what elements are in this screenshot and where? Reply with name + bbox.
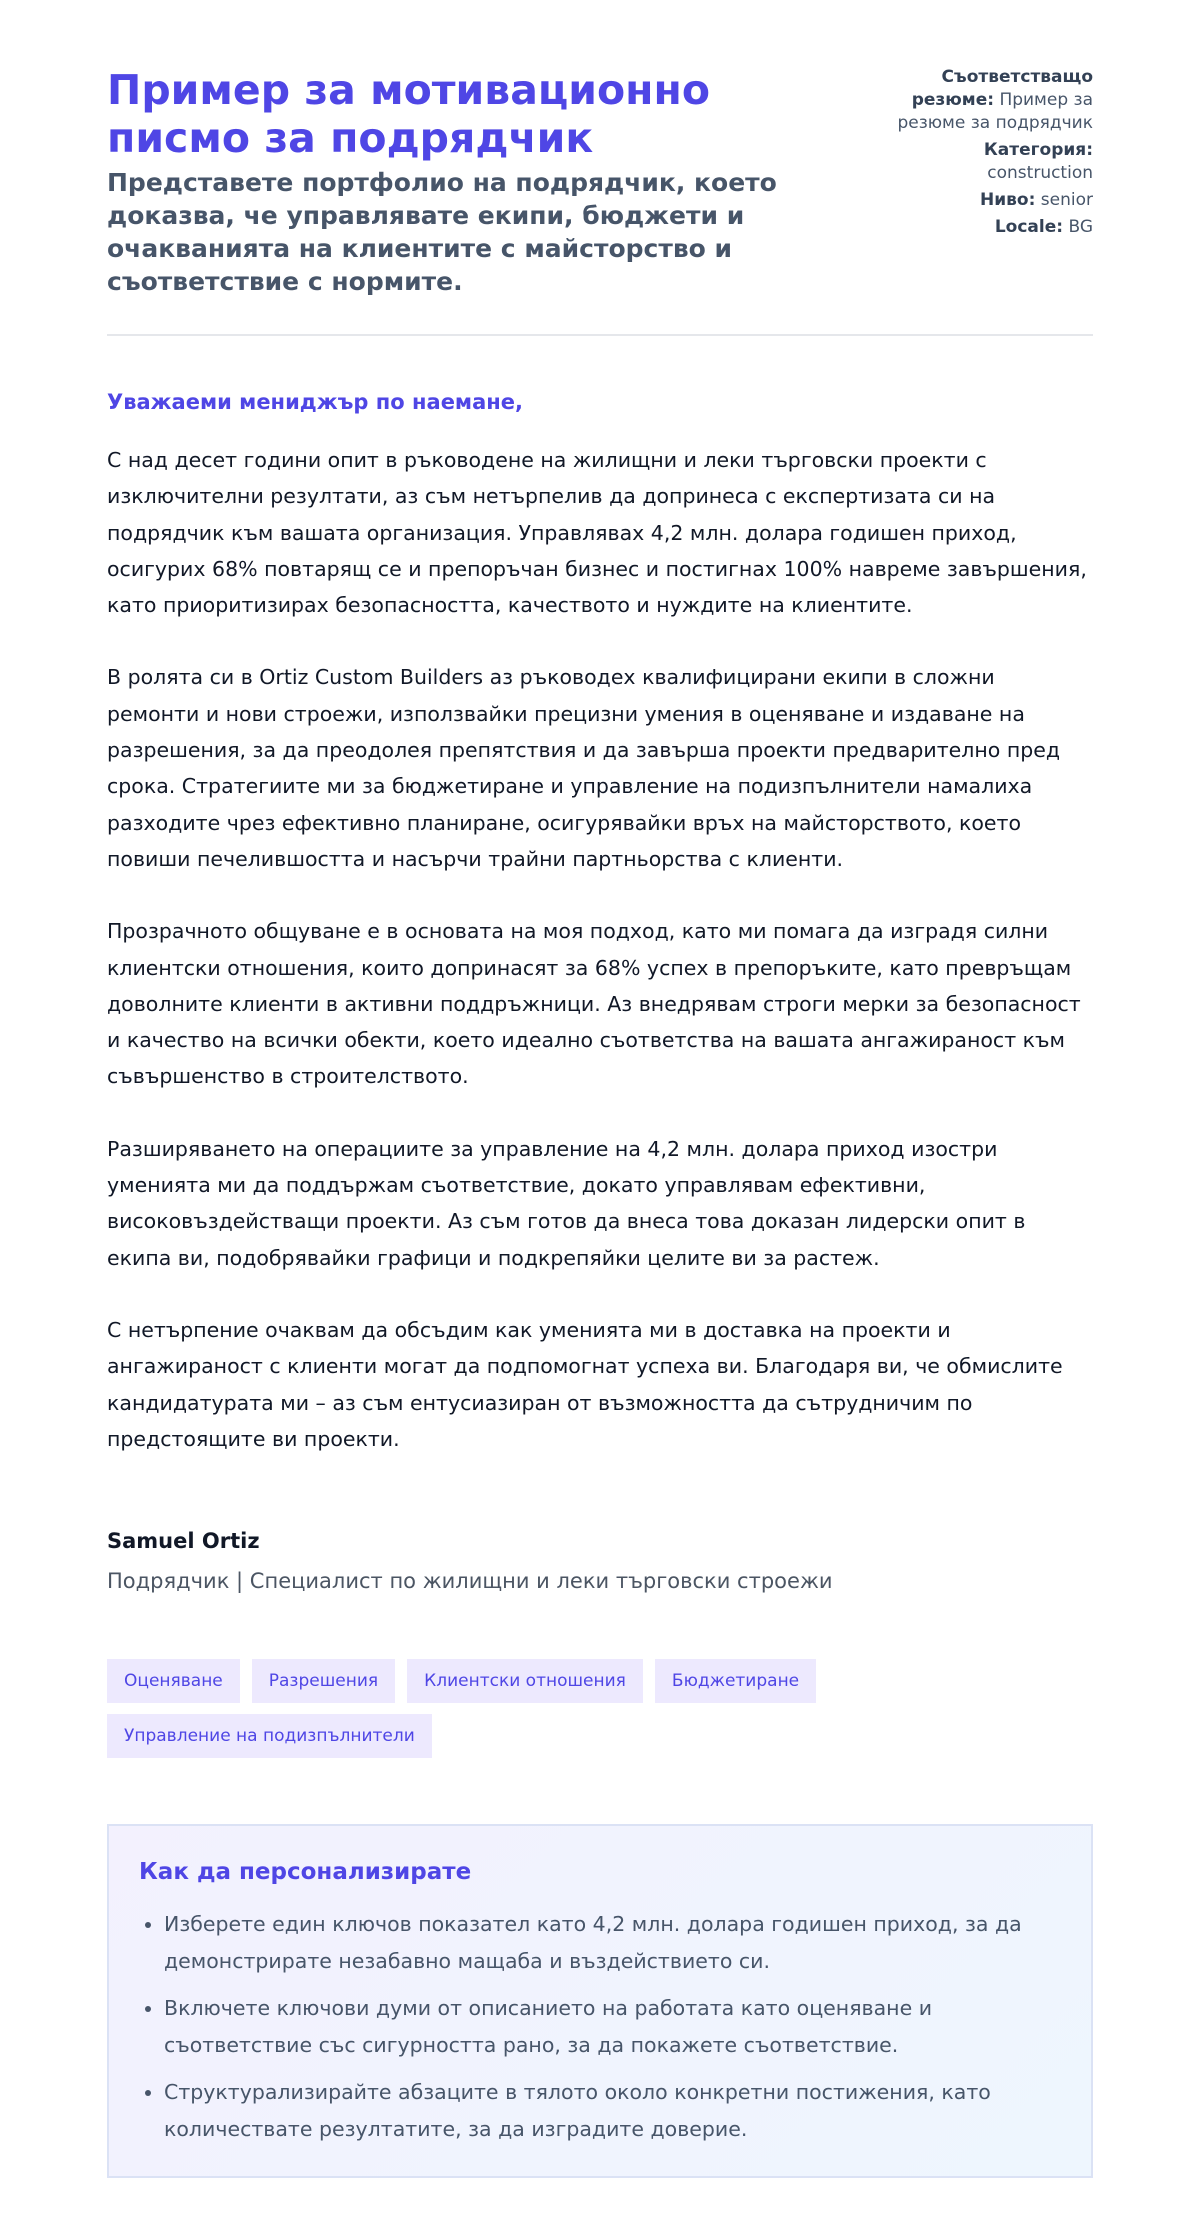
meta-panel [893,66,1093,298]
tips-list [139,1906,1061,2148]
paragraph: Прозрачното общуване е в основата на моя подход, като ми помага да изградя силни клиентски отношения, които допринасят за 68% успех в препоръките, като превръщам доволните клиенти в активни поддръжници. Аз внедрявам строги мерки за безопасност и качество на всички обекти, което идеално съответства на вашата ангажираност към съвършенство в строителството. [107,919,1081,1089]
tip-item: • Изберете един ключов показател като 4,2 млн. долара годишен приход, за да демонстрирате незабавно мащаба и въздействието си. [164,1906,1061,1980]
signature [107,1527,1093,1595]
paragraph: С нетърпение очаквам да обсъдим как уменията ми в доставка на проекти и ангажираност с клиенти могат да подпомогнат успеха ви. Благодаря ви, че обмислите кандидатурата ми – аз съм ентусиазиран от възможността да сътрудничим по предстоящите ви проекти. [107,1317,1063,1451]
greeting: Уважаеми мениджър по наемане, [107,390,524,414]
meta-category: Категория: construction [983,140,1093,183]
page-subtitle: Представете портфолио на подрядчик, което доказва, че управлявате екипи, бюджети и очакванията на клиентите с майсторство и съответствие с нормите. [107,168,777,296]
skill-tag: Управление на подизпълнители [107,1714,432,1758]
tip-item: • Структурализирайте абзаците в тялото около конкретни постижения, като количествате резултатите, за да изградите доверие. [164,2074,1061,2148]
page-header [107,0,1093,298]
meta-resume: Съответстващо резюме: Пример за резюме за подрядчик [897,67,1093,133]
paragraph: С над десет години опит в ръководене на жилищни и леки търговски проекти с изключителни резултати, аз съм нетърпелив да допринеса с експертизата си на подрядчик към вашата организация. Управлявах 4,2 млн. долара годишен приход, осигурих 68% повтарящ се и препоръчан бизнес и постигнах 100% навреме завършения, като приоритизирах безопасността, качеството и нуждите на клиентите. [107,448,1087,618]
tip-item: • Включете ключови думи от описанието на работата като оценяване и съответствие със сигурността рано, за да покажете съответствие. [164,1990,1061,2064]
customization-tips [107,1824,1093,2178]
skill-tag: Разрешения [252,1659,395,1703]
letter-body [107,442,1093,1457]
meta-level: Ниво: senior [980,190,1093,210]
skill-tag: Клиентски отношения [407,1659,643,1703]
page-title: Пример за мотивационно писмо за подрядчик [107,66,710,162]
tips-title: Как да персонализирате [139,1859,472,1886]
title-block [107,66,867,298]
signature-name: Samuel Ortiz [107,1529,260,1554]
paragraph: Разширяването на операциите за управление на 4,2 млн. долара приход изостри уменията ми да поддържам съответствие, докато управлявам ефективни, високовъздействащи проекти. Аз съм готов да внеса това доказан лидерски опит в екипа ви, подобрявайки графици и подкрепяйки целите ви за растеж. [107,1136,1026,1270]
paragraph: В ролята си в Ortiz Custom Builders аз ръководех квалифицирани екипи в сложни ремонти и нови строежи, използвайки прецизни умения в оценяване и издаване на разрешения, за да преодолея препятствия и да завършa проекти предварително пред срока. Стратегиите ми за бюджетиране и управление на подизпълнители намалиха разходите чрез ефективно планиране, осигурявайки връх на майсторството, което повиши печелившостта и насърчи трайни партньорства с клиенти. [107,665,1061,871]
signature-role: Подрядчик | Специалист по жилищни и леки търговски строежи [107,1569,833,1594]
skill-tags [107,1659,867,1758]
divider [107,334,1093,336]
meta-locale: Locale: BG [994,217,1093,237]
skill-tag: Бюджетиране [655,1659,816,1703]
skill-tag: Оценяване [107,1659,240,1703]
